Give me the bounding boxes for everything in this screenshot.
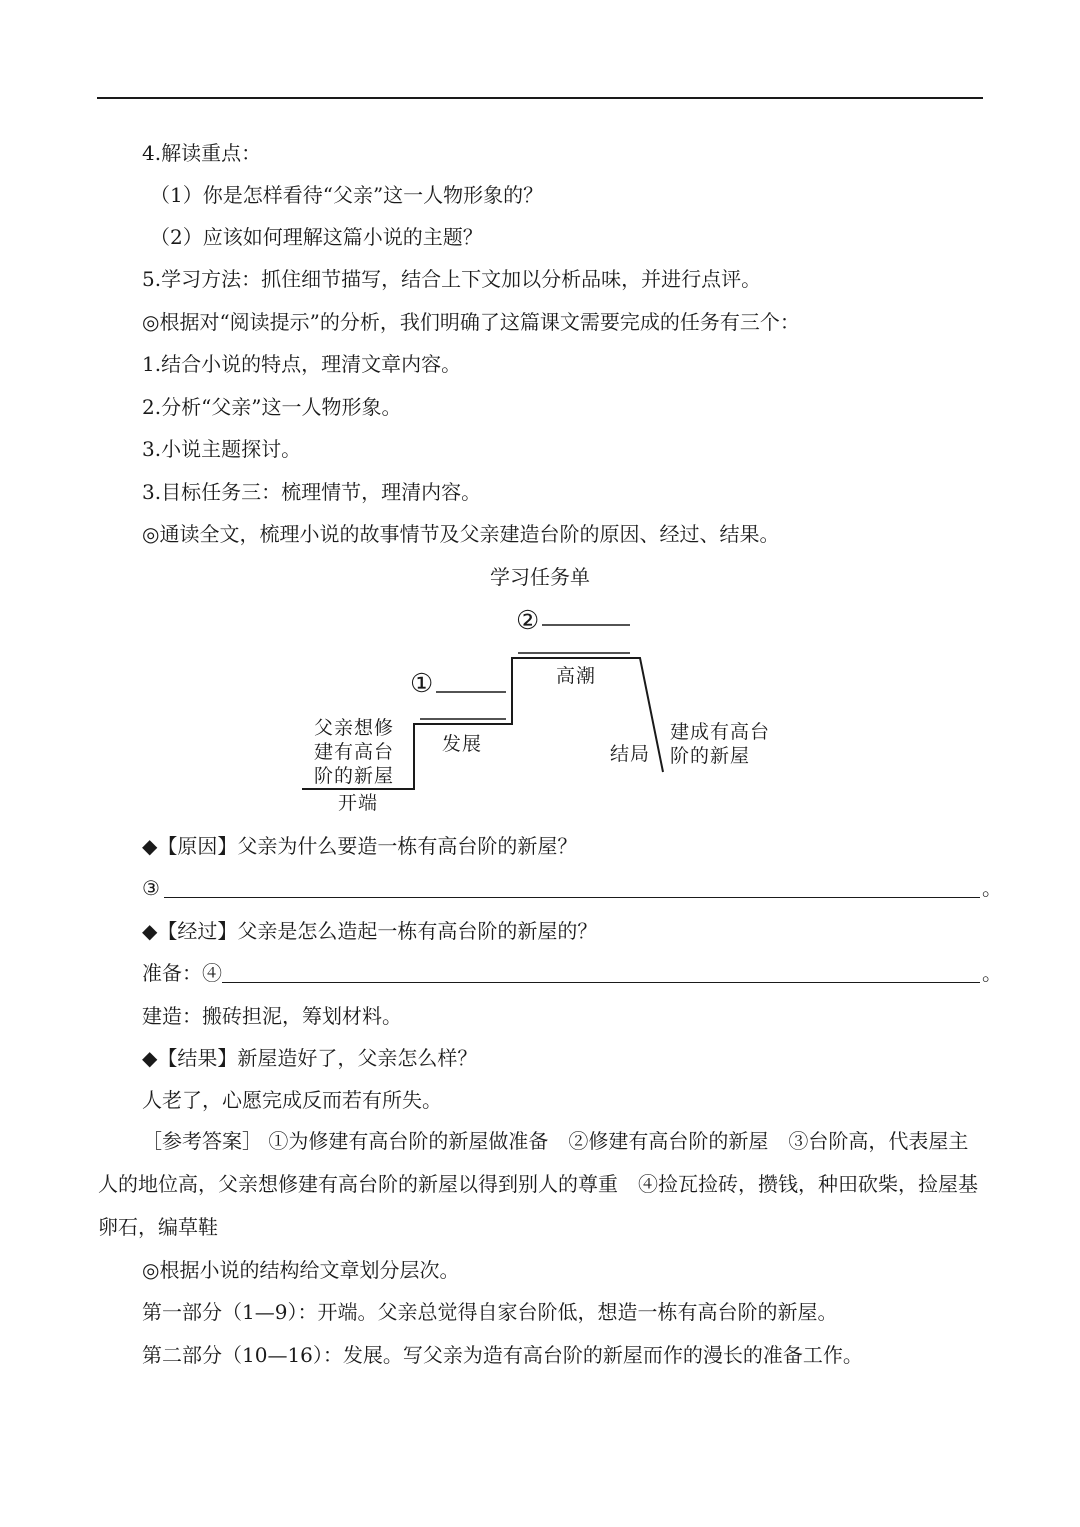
plot-staircase-diagram xyxy=(300,600,800,820)
blank-2-marker: ② xyxy=(516,606,540,636)
stage-label-gaochao: 高潮 xyxy=(556,665,597,687)
text-line-reading-focus: 4.解读重点： xyxy=(142,141,262,165)
text-line-result-answer: 人老了，心愿完成反而若有所失。 xyxy=(142,1088,442,1112)
kaiduan-desc-line-1: 父亲想修 xyxy=(314,717,395,739)
stage-label-fazhan: 发展 xyxy=(442,733,483,755)
text-line-question-2: （2）应该如何理解这篇小说的主题？ xyxy=(150,225,483,249)
header-rule xyxy=(97,97,983,99)
text-line-goal-task-3: 3.目标任务三：梳理情节，理清内容。 xyxy=(142,480,482,504)
text-line-read-through: ◎通读全文，梳理小说的故事情节及父亲建造台阶的原因、经过、结果。 xyxy=(142,522,780,546)
text-line-question-1: （1）你是怎样看待“父亲”这一人物形象的？ xyxy=(150,183,544,207)
reference-answers: ［参考答案］ ①为修建有高台阶的新屋做准备 ②修建有高台阶的新屋 ③台阶高，代表屋主人的地位高，父亲想修建有高台阶的新屋以得到别人的尊重 ④捡瓦捡砖，攒钱，种田砍柴，捡屋基卵石，编草鞋 xyxy=(98,1129,978,1239)
text-line-part-1: 第一部分（1—9）：开端。父亲总觉得自家台阶低，想造一栋有高台阶的新屋。 xyxy=(142,1300,838,1324)
kaiduan-desc-line-3: 阶的新屋 xyxy=(314,765,395,787)
text-line-study-method: 5.学习方法：抓住细节描写，结合上下文加以分析品味，并进行点评。 xyxy=(142,267,762,291)
text-line-part-2: 第二部分（10—16）：发展。写父亲为造有高台阶的新屋而作的漫长的准备工作。 xyxy=(142,1343,863,1367)
jieju-desc-line-1: 建成有高台 xyxy=(670,721,771,743)
blank-3-field[interactable] xyxy=(164,897,980,898)
text-line-task-1: 1.结合小说的特点，理清文章内容。 xyxy=(142,352,462,376)
question-process: ◆【经过】父亲是怎么造起一栋有高台阶的新屋的？ xyxy=(142,919,598,943)
text-line-task-3: 3.小说主题探讨。 xyxy=(142,437,302,461)
question-cause: ◆【原因】父亲为什么要造一栋有高台阶的新屋？ xyxy=(142,834,578,858)
blank-3-end-period: 。 xyxy=(982,876,1002,900)
worksheet-title: 学习任务单 xyxy=(490,565,590,589)
text-line-task-2: 2.分析“父亲”这一人物形象。 xyxy=(142,395,402,419)
blank-4-end-period: 。 xyxy=(982,961,1002,985)
jieju-desc-line-2: 阶的新屋 xyxy=(670,745,751,767)
stage-label-jieju: 结局 xyxy=(610,743,651,765)
stage-label-kaiduan: 开端 xyxy=(338,792,379,814)
question-result: ◆【结果】新屋造好了，父亲怎么样？ xyxy=(142,1046,478,1070)
text-line-tasks-intro: ◎根据对“阅读提示”的分析，我们明确了这篇课文需要完成的任务有三个： xyxy=(142,310,800,334)
blank-4-field[interactable] xyxy=(222,982,980,983)
kaiduan-desc-line-2: 建有高台 xyxy=(314,741,395,763)
text-line-build: 建造：搬砖担泥，筹划材料。 xyxy=(142,1004,402,1028)
blank-3-marker: ③ xyxy=(142,876,160,900)
prep-label: 准备：④ xyxy=(142,961,222,985)
text-line-structure-intro: ◎根据小说的结构给文章划分层次。 xyxy=(142,1258,460,1282)
blank-1-marker: ① xyxy=(410,669,434,699)
